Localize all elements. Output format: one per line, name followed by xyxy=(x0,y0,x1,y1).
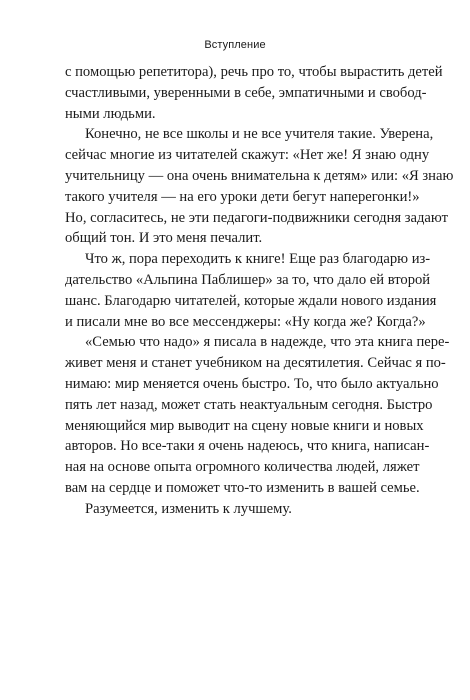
text-line: и писали мне во все мессенджеры: «Ну когда же? Когда?» xyxy=(65,313,426,330)
text-line: учительницу — она очень внимательна к детям» или: «Я знаю xyxy=(65,167,454,184)
text-line: дательство «Альпина Паблишер» за то, что дало ей второй xyxy=(65,271,431,288)
text-line: ными людьми. xyxy=(65,105,156,122)
text-line: счастливыми, уверенными в себе, эмпатичными и свобод- xyxy=(65,84,427,101)
text-line: сейчас многие из читателей скажут: «Нет же! Я знаю одну xyxy=(65,147,430,164)
text-line: с помощью репетитора), речь про то, чтобы вырастить детей xyxy=(65,64,443,80)
running-header: Вступление xyxy=(204,39,266,51)
text-line: меняющийся мир выводит на сцену новые книги и новых xyxy=(65,417,424,434)
text-line: такого учителя — на его уроки дети бегут наперегонки!» xyxy=(65,188,420,205)
text-line: шанс. Благодарю читателей, которые ждали нового издания xyxy=(65,292,437,309)
text-line: нимаю: мир меняется очень быстро. То, что было актуально xyxy=(65,375,439,392)
text-line: Конечно, не все школы и не все учителя такие. Уверена, xyxy=(85,126,434,143)
text-line: вам на сердце и поможет что-то изменить в вашей семье. xyxy=(65,479,420,496)
text-line: общий тон. И это меня печалит. xyxy=(65,230,263,247)
text-line: авторов. Но все-таки я очень надеюсь, что книга, написан- xyxy=(65,438,430,455)
text-line: «Семью что надо» я писала в надежде, что эта книга пере- xyxy=(85,334,450,351)
text-line: Но, согласитесь, не эти педагоги-подвижники сегодня задают xyxy=(65,209,448,226)
text-line: ная на основе опыта огромного количества людей, ляжет xyxy=(65,459,420,476)
text-line: пять лет назад, может стать неактуальным сегодня. Быстро xyxy=(65,396,433,413)
text-line: Что ж, пора переходить к книге! Еще раз благодарю из- xyxy=(85,251,431,268)
text-line: живет меня и станет учебником на десятилетия. Сейчас я по- xyxy=(65,355,446,372)
text-line: Разумеется, изменить к лучшему. xyxy=(85,500,292,517)
body-text xyxy=(65,62,454,520)
